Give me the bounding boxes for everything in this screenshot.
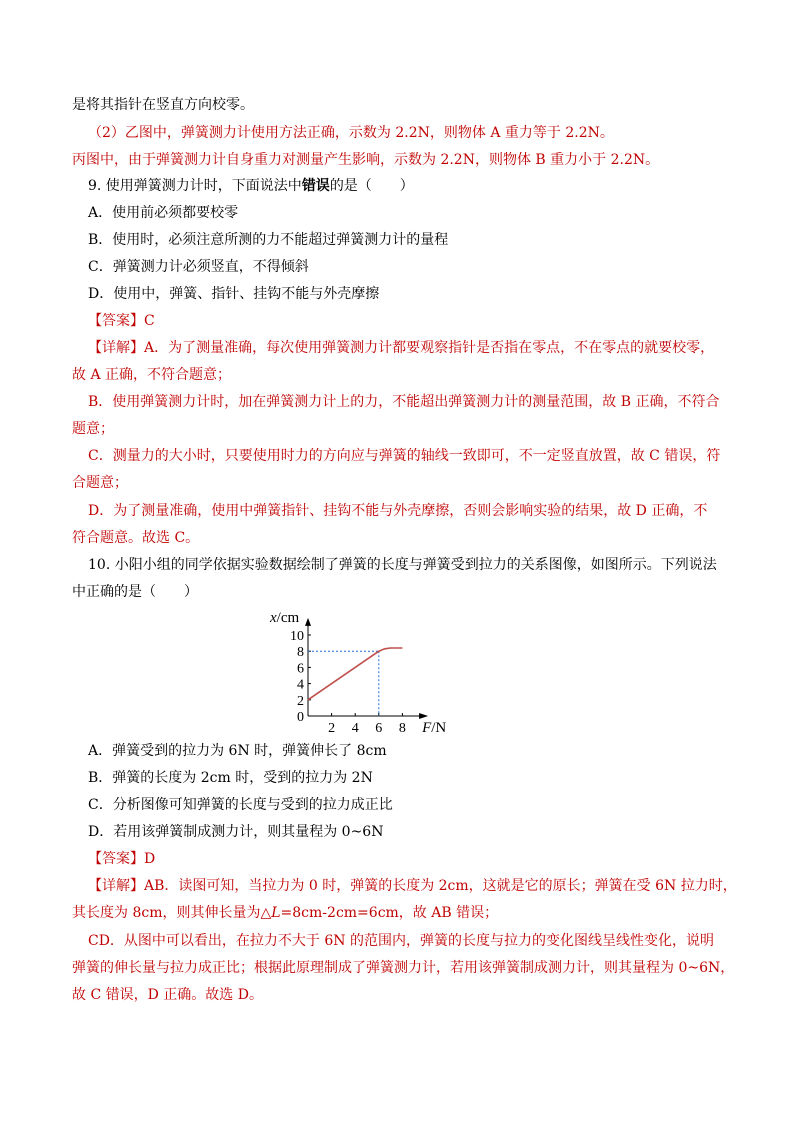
spring-force-length-graph xyxy=(262,608,452,736)
text-segment: 题意； xyxy=(72,421,114,437)
text-segment: D．使用中，弹簧、指针、挂钩不能与外壳摩擦 xyxy=(88,286,380,302)
y-tick-label: 8 xyxy=(297,645,304,661)
text-line xyxy=(72,365,231,385)
text-segment: 其长度为 8cm，则其伸长量为△ xyxy=(72,905,272,921)
text-segment: D．为了测量准确，使用中弹簧指针、挂钩不能与外壳摩擦，否则会影响实验的结果，故 D 正确，不 xyxy=(88,503,708,519)
text-line xyxy=(88,931,714,951)
text-line xyxy=(72,150,659,170)
text-segment: 10. 小阳小组的同学依据实验数据绘制了弹簧的长度与弹簧受到拉力的关系图像，如图所示。下列说法 xyxy=(88,557,717,573)
text-segment: 故 C 错误，D 正确。故选 D。 xyxy=(72,987,263,1003)
text-line xyxy=(88,849,155,869)
text-line xyxy=(72,903,498,923)
x-tick-label: 2 xyxy=(328,721,336,736)
text-line xyxy=(88,284,379,304)
text-segment: B．使用时，必须注意所测的力不能超过弹簧测力计的量程 xyxy=(88,232,449,248)
text-line xyxy=(88,446,720,466)
text-line xyxy=(88,555,717,575)
text-segment: 【答案】C xyxy=(88,313,155,329)
text-segment: 是将其指针在竖直方向校零。 xyxy=(72,97,254,113)
text-line xyxy=(72,528,199,548)
text-segment: 中正确的是（ ） xyxy=(72,584,198,600)
text-line xyxy=(72,985,263,1005)
text-line xyxy=(72,95,254,115)
x-tick-label: 4 xyxy=(351,721,359,736)
text-line xyxy=(88,822,383,842)
text-segment: 9. 使用弹簧测力计时，下面说法中 xyxy=(88,178,302,194)
text-line xyxy=(72,582,198,602)
text-line xyxy=(72,419,114,439)
x-axis-label: F/N xyxy=(422,720,447,736)
text-segment: A．弹簧受到的拉力为 6N 时，弹簧伸长了 8cm xyxy=(88,743,387,759)
text-segment: 【详解】A．为了测量准确，每次使用弹簧测力计都要观察指针是否指在零点，不在零点的就要校零， xyxy=(88,340,715,356)
text-segment: 故 A 正确，不符合题意； xyxy=(72,367,232,383)
text-segment: 合题意； xyxy=(72,475,128,491)
text-segment: 符合题意。故选 C。 xyxy=(72,530,200,546)
text-segment: B．弹簧的长度为 2cm 时，受到的拉力为 2N xyxy=(88,770,373,786)
text-line xyxy=(88,392,719,412)
x-tick-label: 8 xyxy=(398,721,406,736)
text-segment: C．分析图像可知弹簧的长度与受到的拉力成正比 xyxy=(88,797,393,813)
text-line xyxy=(88,876,737,896)
text-line xyxy=(88,123,614,143)
text-line xyxy=(88,501,707,521)
y-tick-label: 6 xyxy=(297,661,304,677)
text-segment: （2）乙图中，弹簧测力计使用方法正确，示数为 2.2N，则物体 A 重力等于 2.2N。 xyxy=(88,125,614,141)
text-segment: =8cm-2cm=6cm，故 AB 错误； xyxy=(280,905,499,921)
y-axis-arrow xyxy=(305,618,311,626)
text-line xyxy=(72,958,734,978)
y-tick-label: 2 xyxy=(297,693,304,709)
text-segment: 错误 xyxy=(301,178,330,194)
text-line xyxy=(88,257,309,277)
y-tick-label: 4 xyxy=(297,677,304,693)
y-tick-label: 10 xyxy=(290,629,304,644)
text-segment: 丙图中，由于弹簧测力计自身重力对测量产生影响，示数为 2.2N，则物体 B 重力小于 2.2N。 xyxy=(72,152,660,168)
y-axis-label: x/cm xyxy=(270,610,300,626)
text-segment: B．使用弹簧测力计时，加在弹簧测力计上的力，不能超出弹簧测力计的测量范围，故 B 正确，不符合 xyxy=(88,394,720,410)
text-line xyxy=(88,741,387,761)
text-line xyxy=(88,338,714,358)
y-tick-label: 0 xyxy=(297,710,304,725)
text-line xyxy=(88,311,155,331)
text-line xyxy=(88,795,393,815)
text-segment: L xyxy=(271,905,281,921)
text-line xyxy=(88,203,238,223)
x-axis-arrow xyxy=(419,713,428,719)
x-tick-label: 6 xyxy=(375,721,383,736)
text-segment: 【详解】AB．读图可知，当拉力为 0 时，弹簧的长度为 2cm，这就是它的原长；弹簧在受 6N 拉力时， xyxy=(88,878,737,894)
text-segment: 弹簧的伸长量与拉力成正比；根据此原理制成了弹簧测力计，若用该弹簧制成测力计，则其量程为 0~6N， xyxy=(72,960,735,976)
text-line xyxy=(72,473,128,493)
text-line xyxy=(88,230,448,250)
text-line xyxy=(88,176,414,196)
text-segment: C．弹簧测力计必须竖直，不得倾斜 xyxy=(88,259,309,275)
text-line xyxy=(88,768,373,788)
text-segment: 的是（ ） xyxy=(329,178,414,194)
series-line xyxy=(308,648,402,700)
text-segment: CD．从图中可以看出，在拉力不大于 6N 的范围内，弹簧的长度与拉力的变化图线呈线性变化，说明 xyxy=(88,933,714,949)
text-segment: D．若用该弹簧制成测力计，则其量程为 0~6N xyxy=(88,824,384,840)
text-segment: C．测量力的大小时，只要使用时力的方向应与弹簧的轴线一致即可，不一定竖直放置，故 C 错误，符 xyxy=(88,448,721,464)
text-segment: 【答案】D xyxy=(88,851,156,867)
text-segment: A．使用前必须都要校零 xyxy=(88,205,239,221)
